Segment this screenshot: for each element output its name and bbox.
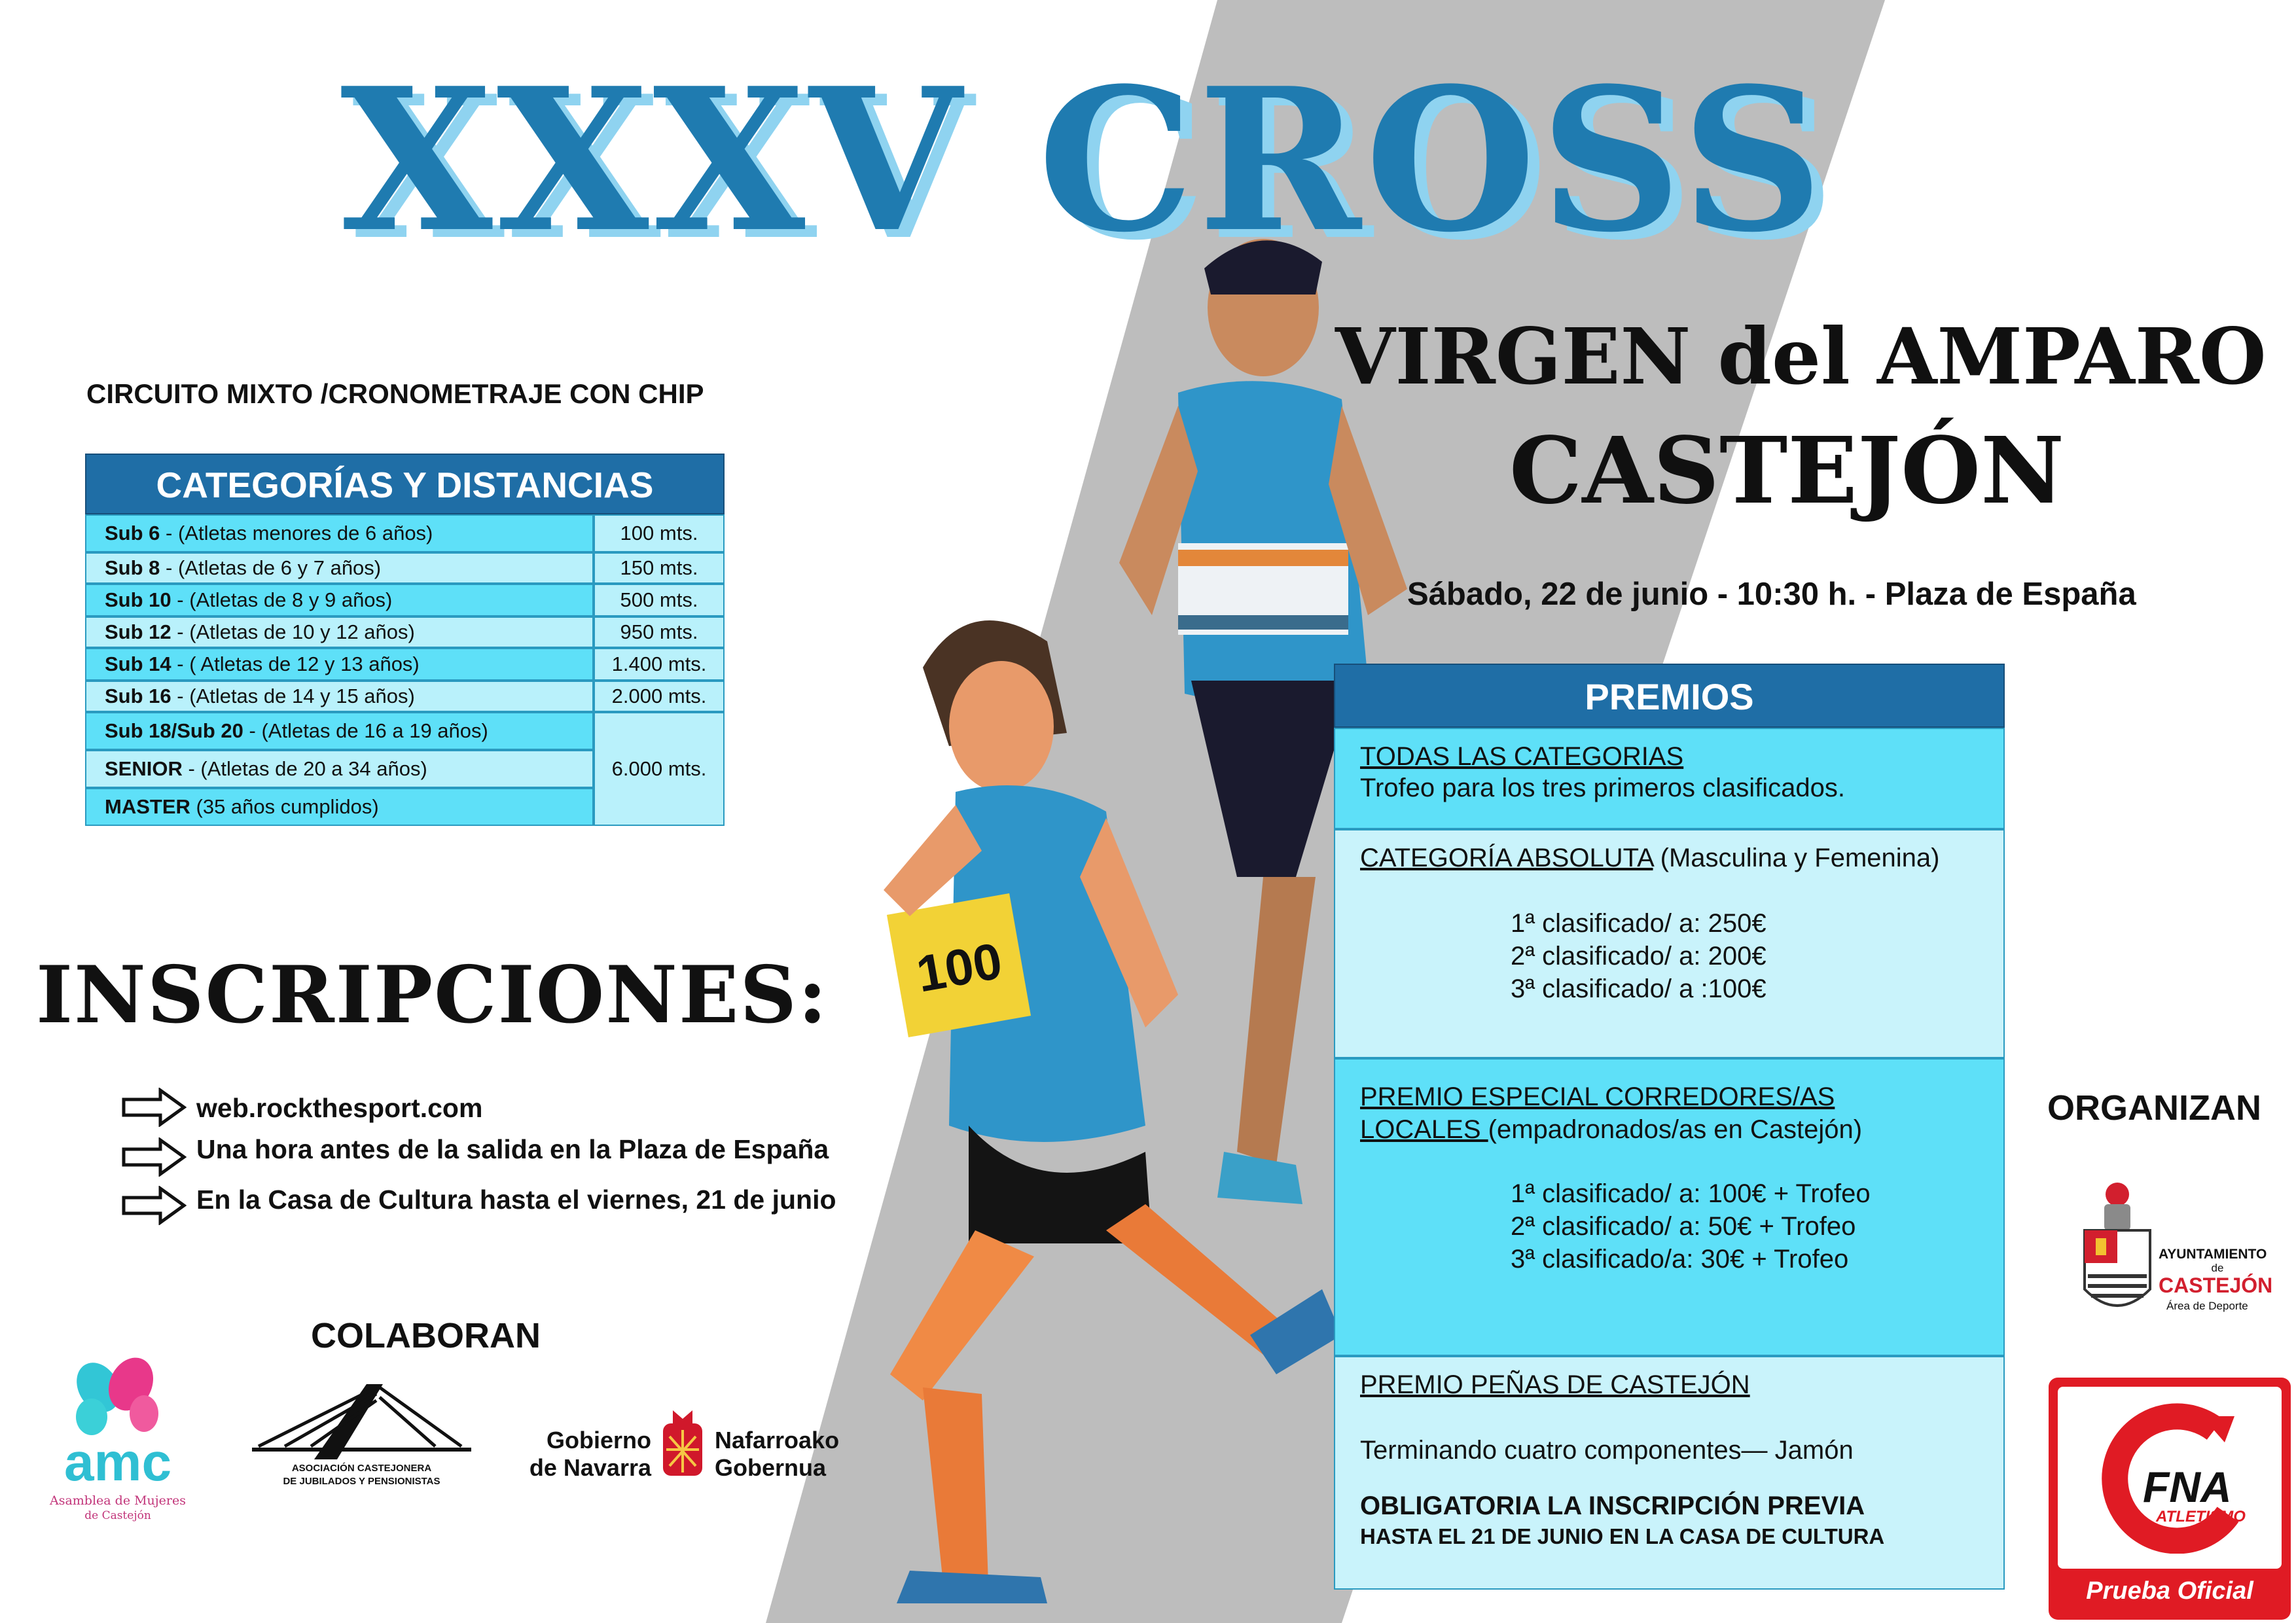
locales-title-2: LOCALES — [1360, 1115, 1488, 1144]
category-desc: - (Atletas de 16 a 19 años) — [243, 719, 488, 742]
premios-todas-section — [1334, 728, 2005, 829]
fna-inner — [2058, 1387, 2282, 1569]
navarra-right1: Nafarroako — [715, 1427, 840, 1454]
category-row — [85, 616, 594, 648]
locales-prize-3: 3ª clasificado/a: 30€ + Trofeo — [1511, 1245, 1849, 1274]
category-desc: (35 años cumplidos) — [190, 795, 379, 818]
event-title: XXXV CROSS — [340, 45, 1827, 276]
ayto-line4: Área de Deporte — [2166, 1300, 2248, 1312]
organizan-label: ORGANIZAN — [2047, 1088, 2261, 1128]
bib-number: 100 — [912, 931, 1007, 1003]
absoluta-prize-1: 1ª clasificado/ a: 250€ — [1511, 909, 1767, 938]
category-name: Sub 12 — [105, 620, 171, 643]
amc-flower-icon — [46, 1348, 190, 1446]
premios-penas-section — [1334, 1356, 2005, 1590]
fna-bottom: Prueba Oficial — [2086, 1577, 2253, 1605]
category-row — [85, 681, 594, 712]
absoluta-prize-2: 2ª clasificado/ a: 200€ — [1511, 942, 1767, 971]
locales-prize-2: 2ª clasificado/ a: 50€ + Trofeo — [1511, 1212, 1856, 1241]
category-distance: 100 mts. — [594, 514, 725, 552]
runners-illustration — [870, 223, 1407, 1610]
locales-prize-1: 1ª clasificado/ a: 100€ + Trofeo — [1511, 1179, 1871, 1208]
category-distance: 950 mts. — [594, 616, 725, 648]
category-distance: 1.400 mts. — [594, 648, 725, 681]
category-distance: 6.000 mts. — [594, 712, 725, 826]
penas-note-1: OBLIGATORIA LA INSCRIPCIÓN PREVIA — [1360, 1491, 1865, 1520]
locales-suffix: (empadronados/as en Castejón) — [1488, 1115, 1863, 1144]
amc-line2: de Castejón — [84, 1509, 151, 1522]
category-desc: - (Atletas de 14 y 15 años) — [171, 685, 415, 707]
asociacion-jubilados-logo — [252, 1381, 471, 1492]
amc-logo — [46, 1348, 190, 1531]
category-desc: - ( Atletas de 12 y 13 años) — [171, 652, 420, 675]
category-desc: - (Atletas de 8 y 9 años) — [171, 588, 393, 611]
premios-heading: PREMIOS — [1334, 664, 2005, 728]
navarra-left1: Gobierno — [547, 1427, 651, 1454]
ayto-line3: CASTEJÓN — [2159, 1274, 2273, 1297]
inscription-web: web.rockthesport.com — [196, 1093, 483, 1123]
inscripciones-heading: INSCRIPCIONES: — [36, 949, 829, 1041]
ayuntamiento-castejon-logo — [2081, 1178, 2278, 1322]
amc-line1: Asamblea de Mujeres — [49, 1493, 187, 1508]
category-desc: - (Atletas menores de 6 años) — [160, 522, 433, 544]
category-name: MASTER — [105, 795, 190, 818]
colaboran-label: COLABORAN — [311, 1316, 541, 1355]
category-name: Sub 18/Sub 20 — [105, 719, 243, 742]
category-name: Sub 8 — [105, 556, 160, 579]
arrow-right-icon — [121, 1137, 187, 1177]
event-subtitle-town: CASTEJÓN — [1509, 418, 2065, 525]
arrow-right-icon — [121, 1186, 187, 1225]
bridge-icon — [252, 1381, 471, 1459]
category-row — [85, 788, 594, 826]
navarra-left2: de Navarra — [529, 1454, 651, 1481]
penas-title: PREMIO PEÑAS DE CASTEJÓN — [1360, 1370, 1750, 1399]
amc-acronym: amc — [63, 1433, 172, 1492]
category-row — [85, 750, 594, 788]
category-row — [85, 584, 594, 616]
absoluta-title: CATEGORÍA ABSOLUTA — [1360, 844, 1653, 872]
category-row — [85, 648, 594, 681]
categories-heading: CATEGORÍAS Y DISTANCIAS — [85, 454, 725, 514]
locales-title-1: PREMIO ESPECIAL CORREDORES/AS — [1360, 1082, 1835, 1111]
event-subtitle-virgen: VIRGEN del AMPARO — [1335, 311, 2267, 402]
penas-text: Terminando cuatro componentes— Jamón — [1360, 1436, 1854, 1465]
category-row — [85, 514, 594, 552]
castejon-shield-icon — [2081, 1178, 2153, 1322]
absoluta-heading — [1360, 844, 1939, 873]
event-date-place: Sábado, 22 de junio - 10:30 h. - Plaza de España — [1407, 577, 2136, 612]
category-row — [85, 712, 594, 750]
navarra-shield-icon — [660, 1407, 706, 1486]
fna-top: FNA — [2143, 1463, 2232, 1511]
category-name: Sub 10 — [105, 588, 171, 611]
todas-title: TODAS LAS CATEGORIAS — [1360, 742, 1684, 771]
category-row — [85, 552, 594, 584]
asociacion-line1: ASOCIACIÓN CASTEJONERA — [291, 1463, 432, 1474]
category-distance: 150 mts. — [594, 552, 725, 584]
category-distance: 500 mts. — [594, 584, 725, 616]
inscription-plaza: Una hora antes de la salida en la Plaza de España — [196, 1134, 829, 1164]
penas-note-2: HASTA EL 21 DE JUNIO EN LA CASA DE CULTURA — [1360, 1524, 1885, 1548]
categories-table — [85, 454, 725, 818]
category-name: Sub 6 — [105, 522, 160, 544]
locales-heading-2 — [1360, 1115, 1862, 1145]
absoluta-prize-3: 3ª clasificado/ a :100€ — [1511, 974, 1767, 1003]
gobierno-navarra-logo — [524, 1407, 851, 1486]
category-desc: - (Atletas de 20 a 34 años) — [182, 757, 427, 780]
category-name: SENIOR — [105, 757, 183, 780]
category-desc: - (Atletas de 6 y 7 años) — [160, 556, 382, 579]
inscription-casa-cultura: En la Casa de Cultura hasta el viernes, 21 de junio — [196, 1185, 836, 1215]
arrow-right-icon — [121, 1088, 187, 1127]
fna-mid: ATLETISMO — [2156, 1508, 2246, 1525]
category-name: Sub 16 — [105, 685, 171, 707]
circuit-info: CIRCUITO MIXTO /CRONOMETRAJE CON CHIP — [86, 378, 704, 409]
premios-locales-section — [1334, 1058, 2005, 1356]
asociacion-line2: DE JUBILADOS Y PENSIONISTAS — [283, 1476, 440, 1487]
ayto-line1: AYUNTAMIENTO — [2159, 1247, 2267, 1262]
premios-absoluta-section — [1334, 829, 2005, 1058]
category-distance: 2.000 mts. — [594, 681, 725, 712]
fna-atletismo-logo — [2049, 1378, 2291, 1620]
category-desc: - (Atletas de 10 y 12 años) — [171, 620, 415, 643]
ayto-line2: de — [2211, 1262, 2224, 1274]
category-name: Sub 14 — [105, 652, 171, 675]
navarra-right2: Gobernua — [715, 1454, 827, 1481]
premios-panel — [1334, 664, 2005, 1590]
absoluta-suffix: (Masculina y Femenina) — [1653, 844, 1940, 872]
todas-text: Trofeo para los tres primeros clasificados. — [1360, 774, 1846, 802]
